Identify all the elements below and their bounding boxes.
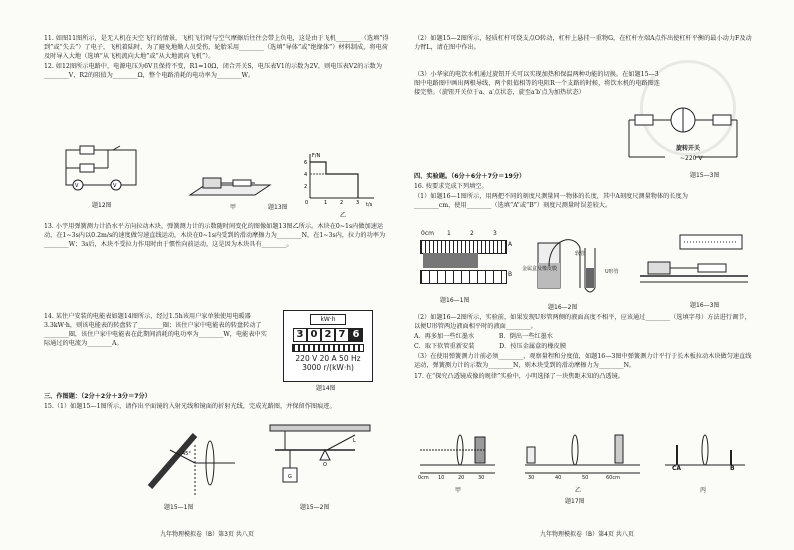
meter-dial-strip xyxy=(292,344,364,352)
page-footer-left: 九年物理模拟卷（B）第3页 共八页 xyxy=(160,531,254,538)
meter-digits xyxy=(293,328,363,342)
spring-scale-setup-16-3 xyxy=(640,230,750,295)
meter-rating-line1: 220 V 20 A 50 Hz xyxy=(295,354,361,363)
right-column-q16-2 xyxy=(414,313,754,382)
question-16-2: （2）如题16—2图所示，实验前，如果发现U形管两侧的液面高度不相平，应该通过________（选填字母）方法进行调节，以便U形管两边液面相平时的液面________。 xyxy=(414,314,751,331)
graph13-ytick: 6 xyxy=(304,160,308,166)
block-pull-apparatus-13 xyxy=(185,170,275,205)
svg-text:G: G xyxy=(288,474,292,480)
fig17-label-ca: CA xyxy=(672,465,682,472)
fig17-scale-b-tick: 60cm xyxy=(606,475,620,481)
svg-text:45°: 45° xyxy=(182,451,191,457)
electric-meter-14 xyxy=(283,310,373,382)
meter-unit: kW·h xyxy=(310,314,346,325)
graph13-xtick: 2 xyxy=(340,200,344,206)
fig16-2-caption: 题16—2图 xyxy=(548,304,578,311)
question-14: 14. 某住户安装的电能表如题14图所示，经过1.5h该用户家单独使用电暖器3.3kW·h，则该电能表的转盘转了________圈；该住户家中电能表的转盘转动了________圈，该住户家中电能表在此期间消耗的电功率为________W，电能表中实际通过的电流为________A。 xyxy=(44,313,267,348)
fig17-scale-a-tick: 30 xyxy=(478,475,485,481)
fig17-sub-b: 乙 xyxy=(575,487,582,494)
fig17-scale-b-tick: 30 xyxy=(528,475,535,481)
fig15-1-caption: 题15—1图 xyxy=(164,504,194,511)
fig17-scale-b-tick: 40 xyxy=(555,475,562,481)
question-13: 13. 小宇用弹簧测力计沿水平方向拉动木块，弹簧测力计的示数随时间变化的图像如题13图乙所示。木块在0~1s内做加速运动，在1~3s内以0.2m/s的速度做匀速直线运动，木块在0~1s内受到的滑动摩擦力为________N，在1~3s内，拉力的功率为________W；3s后，木块不受拉力作用时由于惯性向前运动，这是因为木块具有________。 xyxy=(44,223,386,249)
question-15-3: （3）小华家的电饮水机通过旋钮开关可以实现加热和保温两种功能的切换。在如题15—3图中电路图中画出两根导线，两个阻值相等的电阻R一个支路的时候，将饮水机的电路图连接完整。（旋钮开关位于a、a′点状态，旋至a′b′点为加热状态） xyxy=(414,71,660,97)
question-16-2-options-ab: A．再多加一些红墨水 B．倒出一些红墨水 xyxy=(414,333,553,341)
section-three-heading: 三、作图题：（2分＋2分＋3分＝7分） xyxy=(44,393,151,400)
fig14-caption: 题14图 xyxy=(316,385,336,392)
question-16-2-options-cd: C．取下软管重新安装 D．按压金属盒的橡皮膜 xyxy=(414,343,567,351)
svg-text:L: L xyxy=(353,438,356,444)
hose-label: 软管 xyxy=(575,251,586,257)
graph13-xtick: 1 xyxy=(324,200,328,206)
ruler-b-label: B xyxy=(508,271,513,278)
ruler-a-label: A xyxy=(508,241,513,248)
svg-text:V: V xyxy=(75,183,79,189)
fig15-2-caption: 题15—2图 xyxy=(300,504,330,511)
fig17-scale-a-tick: 10 xyxy=(438,475,445,481)
question-16-3: （3）在使用弹簧测力计前必须________，观察量程和分度值，如题16—3图中弹簧测力计平行于长木板拉动木块做匀速直线运动，弹簧测力计的示数为________N，则木块受到的滑动摩擦力为________N。 xyxy=(414,353,752,370)
mirror-refraction-figure-15-1 xyxy=(140,425,240,500)
u-tube-manometer-16-2 xyxy=(520,228,620,298)
fig17-scale-a-tick: 20 xyxy=(458,475,465,481)
ruler-a xyxy=(420,240,507,254)
right-column xyxy=(414,34,754,53)
fig17-label-b: B xyxy=(730,465,735,472)
fig17-sub-c: 丙 xyxy=(700,487,707,494)
ruler-tick: 0cm xyxy=(421,230,434,237)
meter-digit: 7 xyxy=(335,328,349,342)
graph13-ytick: 4 xyxy=(304,172,308,178)
graph13-ytick: 0 xyxy=(305,200,309,206)
section-four-heading: 四、实验题。（6分＋6分＋7分＝19分） xyxy=(414,173,526,180)
circuit-diagram-12 xyxy=(58,140,148,200)
rotary-switch-label: 旋转开关 xyxy=(676,145,701,152)
left-column-section3 xyxy=(44,392,390,412)
meter-rating-line2: 3000 r/(kW·h) xyxy=(302,363,354,372)
fig15-3-caption: 题15—3图 xyxy=(690,172,720,179)
ruler-b xyxy=(420,270,507,284)
fig16-1-caption: 题16—1图 xyxy=(440,297,470,304)
svg-text:V: V xyxy=(113,183,117,189)
left-column-lower xyxy=(44,222,390,250)
lever-figure-15-2 xyxy=(265,420,375,490)
ruler-tick: 1 xyxy=(447,230,451,237)
fig16-3-caption: 题16—3图 xyxy=(690,302,720,309)
graph13-xlabel: t/s xyxy=(366,202,373,208)
force-time-graph-13 xyxy=(300,150,380,208)
ruler-tick: 3 xyxy=(493,230,497,237)
graph13-ylabel: F/N xyxy=(312,153,321,159)
question-16-intro: 16. 按要求完成下列填空。 xyxy=(414,183,488,191)
meter-digit: 3 xyxy=(293,328,307,342)
question-11: 11. 如图11图所示，是无人机在天空飞行的情景，飞机飞行时与空气摩擦后往往会带上负电，这是由于飞机________（选填“得到”或“失去”）了电子，飞机着陆时，为了避免地勤人员受伤，轮胎采用________（选填“导体”或“绝缘体”）材料制成，将电荷及时导入大地（选填“从飞机流向大地”或“从大地流向飞机”）。 xyxy=(44,35,389,61)
graph13-xtick: 3 xyxy=(356,200,360,206)
fig13-caption-c: 乙 xyxy=(340,212,347,219)
meter-digit: 6 xyxy=(349,328,363,342)
fig17-scale-a-tick: 0cm xyxy=(418,475,429,481)
supply-voltage-label: ~220 V xyxy=(680,155,703,162)
meter-digit: 2 xyxy=(321,328,335,342)
fig12-caption: 题12图 xyxy=(92,202,112,209)
fig13-caption: 题13图 xyxy=(268,204,288,211)
fig13-caption-a: 甲 xyxy=(230,204,237,211)
fig17-sub-a: 甲 xyxy=(455,487,462,494)
measured-object xyxy=(423,253,478,268)
u-tube-label: U形管 xyxy=(605,269,619,275)
fig17-scale-b-tick: 50 xyxy=(582,475,589,481)
question-12: 12. 如12图所示电路中，电源电压为6V且保持不变，R1=10Ω，闭合开关S，电压表V1的示数为2V，则电压表V2的示数为________V，R2的阻值为________Ω，整个电路消耗的电功率为________W。 xyxy=(44,63,383,80)
fig17-caption: 题17图 xyxy=(565,498,585,505)
ruler-tick: 2 xyxy=(470,230,474,237)
question-15-2: （2）如题15—2图所示，轻质杠杆可绕支点O转动，杠杆上悬挂一重物G，在杠杆左端A点作出使杠杆平衡的最小动力F及动力臂L，请在图中作出。 xyxy=(414,35,752,52)
graph13-ytick: 2 xyxy=(304,184,308,190)
question-15-1: 15.（1）如题15—1图所示，请作出平面镜的入射光线和镜面的折射光线，完成光路图，并保留作图痕迹。 xyxy=(44,403,336,411)
left-column xyxy=(44,34,390,81)
left-column-q14 xyxy=(44,312,269,349)
right-column-section4 xyxy=(414,172,704,211)
page-footer-right: 九年物理模拟卷（B）第4页 共八页 xyxy=(540,531,634,538)
meter-digit: 0 xyxy=(307,328,321,342)
question-16-1: （1）如题16—1图所示，用两把不同的刻度尺测量同一物体的长度，其中A刻度尺测量物体的长度为________cm，使用________（选填“A”或“B”）刻度尺测量时误差较大。 xyxy=(414,193,688,210)
metal-box-label: 金属盒及橡皮膜 xyxy=(522,266,558,272)
question-17: 17. 在“探究凸透镜成像的规律”实验中，小明选择了一块焦距未知的凸透镜。 xyxy=(414,372,624,380)
svg-text:O: O xyxy=(323,462,327,468)
